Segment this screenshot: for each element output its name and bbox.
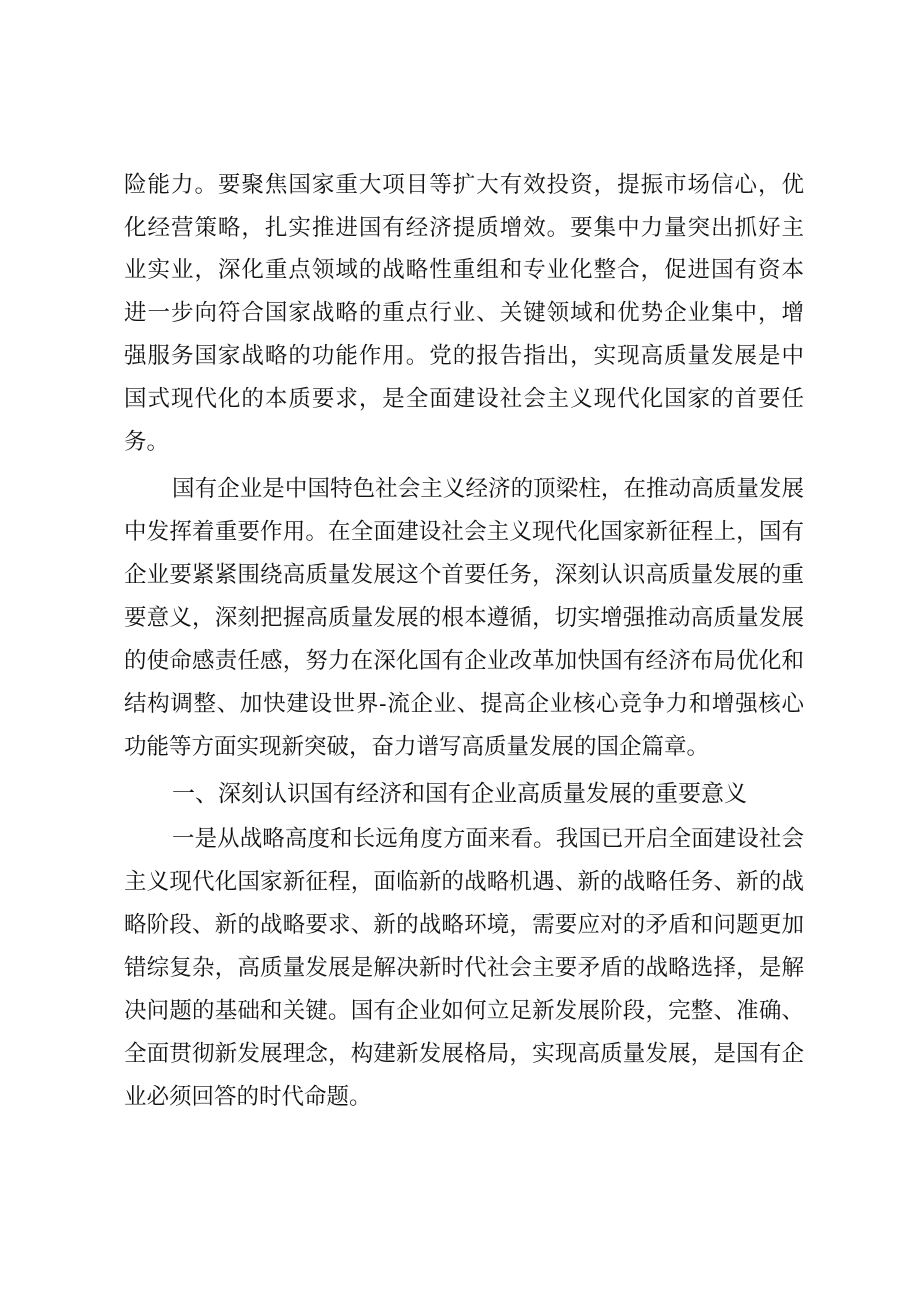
paragraph-3-line-6: 全面贯彻新发展理念，构建新发展格局，实现高质量发展，是国有企 xyxy=(124,1041,804,1067)
paragraph-2-line-1: 国有企业是中国特色社会主义经济的顶梁柱，在推动高质量发展 xyxy=(172,476,804,502)
paragraph-3-line-3: 略阶段、新的战略要求、新的战略环境，需要应对的矛盾和问题更加 xyxy=(124,912,804,938)
paragraph-2-line-6: 结构调整、加快建设世界-流企业、提高企业核心竞争力和增强核心 xyxy=(124,691,804,717)
paragraph-1-line-6: 国式现代化的本质要求，是全面建设社会主义现代化国家的首要任 xyxy=(124,386,804,412)
paragraph-2-line-7: 功能等方面实现新突破，奋力谱写高质量发展的国企篇章。 xyxy=(124,734,710,760)
paragraph-1-line-2: 化经营策略，扎实推进国有经济提质增效。要集中力量突出抓好主 xyxy=(124,215,804,241)
paragraph-3-line-2: 主义现代化国家新征程，面临新的战略机遇、新的战略任务、新的战 xyxy=(124,869,804,895)
paragraph-3-line-1: 一是从战略高度和长远角度方面来看。我国已开启全面建设社会 xyxy=(172,826,804,852)
paragraph-2-line-2: 中发挥着重要作用。在全面建设社会主义现代化国家新征程上，国有 xyxy=(124,519,804,545)
paragraph-1-line-3: 业实业，深化重点领域的战略性重组和专业化整合，促进国有资本 xyxy=(124,257,804,283)
section-heading: 一、深刻认识国有经济和国有企业高质量发展的重要意义 xyxy=(172,781,747,807)
paragraph-3-line-5: 决问题的基础和关键。国有企业如何立足新发展阶段，完整、准确、 xyxy=(124,998,804,1024)
paragraph-1-line-5: 强服务国家战略的功能作用。党的报告指出，实现高质量发展是中 xyxy=(124,343,804,369)
paragraph-1-line-7: 务。 xyxy=(124,429,170,455)
paragraph-3-line-4: 错综复杂，高质量发展是解决新时代社会主要矛盾的战略选择，是解 xyxy=(124,955,804,981)
paragraph-1-line-4: 进一步向符合国家战略的重点行业、关键领域和优势企业集中，增 xyxy=(124,300,804,326)
paragraph-1-line-1: 险能力。要聚焦国家重大项目等扩大有效投资，提振市场信心，优 xyxy=(124,172,804,198)
paragraph-2-line-3: 企业要紧紧围绕高质量发展这个首要任务，深刻认识高质量发展的重 xyxy=(124,562,804,588)
paragraph-2-line-5: 的使命感责任感，努力在深化国有企业改革加快国有经济布局优化和 xyxy=(124,648,804,674)
paragraph-2-line-4: 要意义，深刻把握高质量发展的根本遵循，切实增强推动高质量发展 xyxy=(124,605,804,631)
paragraph-3-line-7: 业必须回答的时代命题。 xyxy=(124,1084,372,1110)
